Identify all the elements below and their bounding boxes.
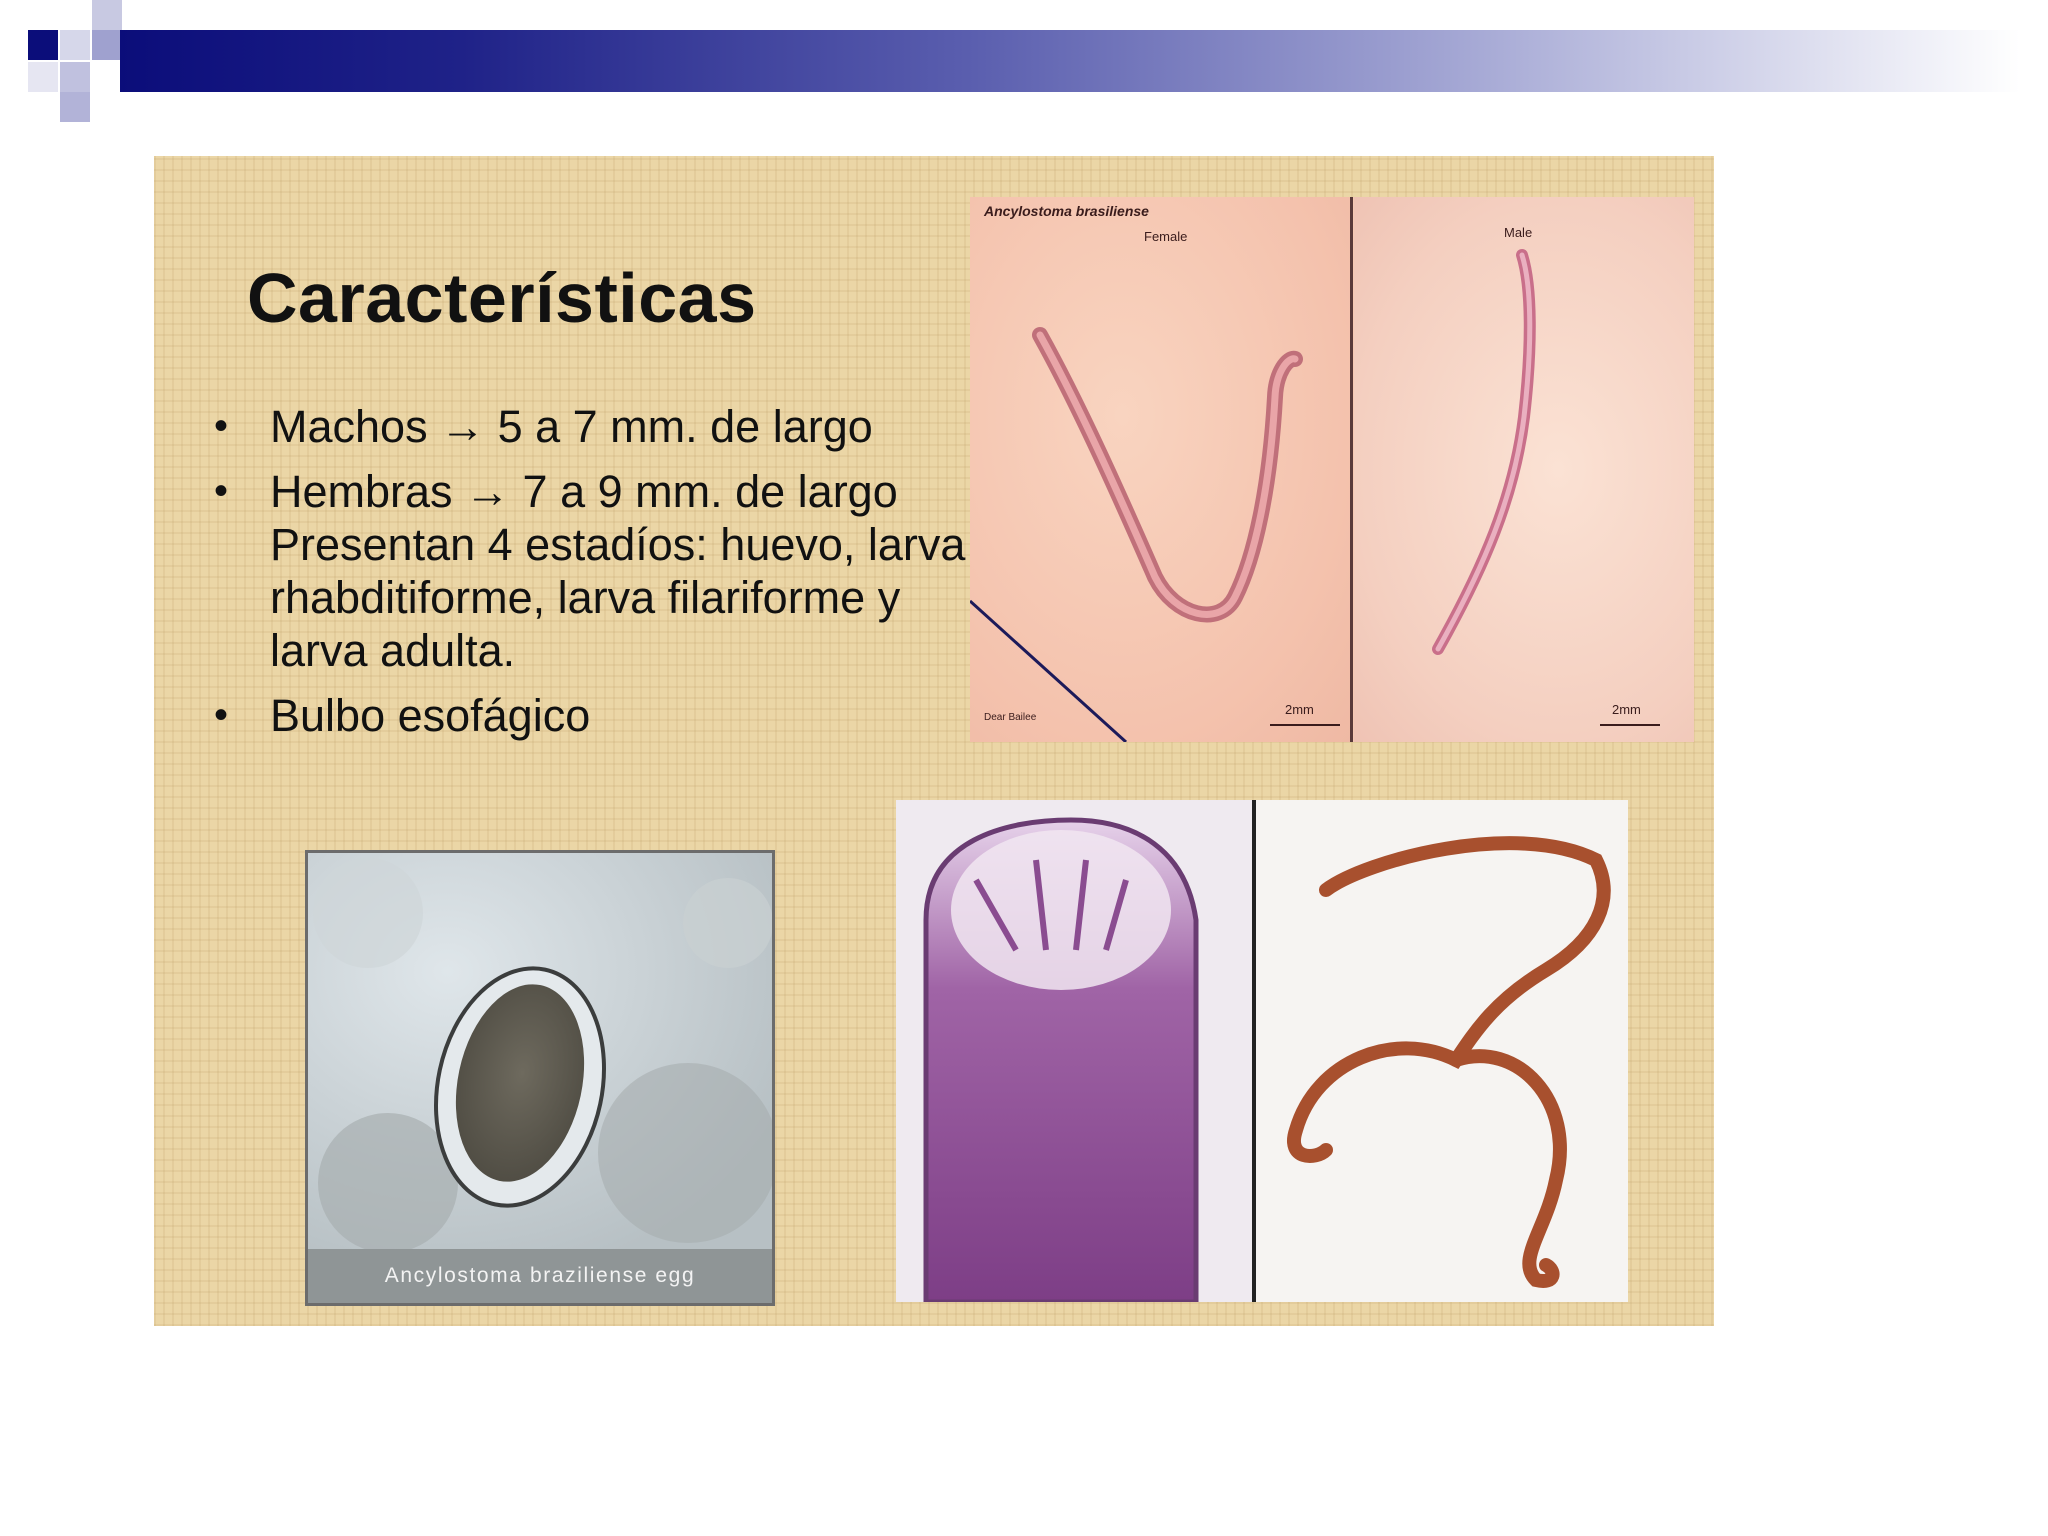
bullet-text: Hembras → 7 a 9 mm. de largo Presentan 4 estadíos: huevo, larva rhabditiforme, larva filariforme y larva adulta. [270, 466, 966, 676]
bullet-marker: • [214, 404, 229, 448]
female-label: Female [1144, 229, 1188, 244]
header-gradient-bar [120, 30, 2020, 92]
bullet-item [208, 689, 968, 742]
egg-micrograph [305, 850, 775, 1306]
bullet-item [208, 400, 968, 453]
header-decor-square [60, 92, 90, 122]
bullet-marker: • [214, 693, 229, 737]
scale-label-right: 2mm [1612, 702, 1641, 717]
scale-label-left: 2mm [1285, 702, 1314, 717]
header-decor-square [60, 62, 90, 92]
male-worm-panel [1354, 197, 1694, 742]
scale-bar-right [1600, 724, 1660, 726]
female-worm-image [970, 197, 1350, 742]
male-label: Male [1504, 225, 1533, 240]
male-worm-image [1354, 197, 1694, 742]
micrograph-caption: Ancylostoma brasiliense [984, 203, 1149, 219]
bullet-marker: • [214, 469, 229, 513]
image-credit: Dear Bailee [984, 712, 1037, 723]
header-decor-square [60, 30, 90, 60]
egg-caption: Ancylostoma braziliense egg [308, 1249, 772, 1303]
slide-title: Características [247, 259, 757, 337]
header-decor-square [92, 0, 122, 30]
header-decor-square [92, 30, 122, 60]
photo-divider [1252, 800, 1256, 1302]
bullet-text: Machos → 5 a 7 mm. de largo [270, 401, 873, 452]
bullet-text: Bulbo esofágico [270, 690, 591, 741]
micrograph-divider [1350, 197, 1353, 742]
bullet-item [208, 465, 968, 677]
scale-bar-left [1270, 724, 1340, 726]
header-decor-square [28, 30, 58, 60]
adult-worms-micrograph [970, 197, 1694, 742]
worm-detail-image [896, 800, 1628, 1302]
bullet-list [208, 400, 968, 742]
female-worm-panel [970, 197, 1350, 742]
worm-detail-photo [896, 800, 1628, 1302]
egg-image [308, 853, 772, 1249]
header-decor-square [28, 62, 58, 92]
